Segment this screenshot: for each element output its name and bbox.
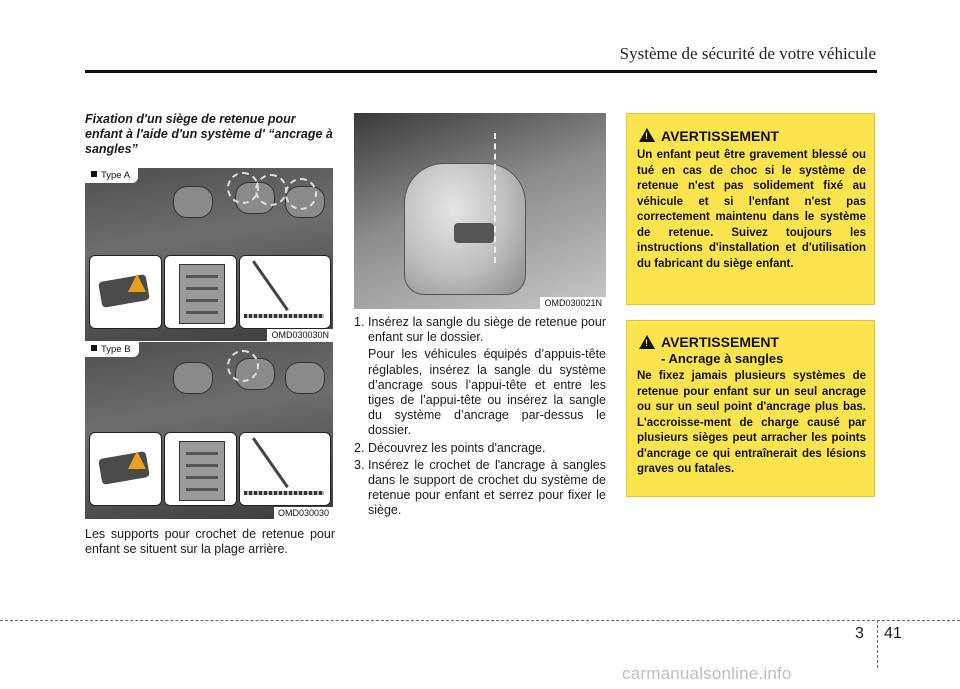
inset-tether-hook [239, 255, 331, 329]
figure-type-b-label: Type B [85, 342, 139, 357]
inset-cover-open [89, 255, 162, 329]
headrest-left [173, 186, 213, 218]
warning-box [626, 113, 875, 305]
warning-subtitle: - Ancrage à sangles [661, 351, 784, 366]
warning-triangle-icon: ! [639, 335, 655, 349]
headrest-left [173, 362, 213, 394]
arrow-up-icon [128, 451, 146, 469]
anchor-highlight-circle [285, 178, 317, 210]
tether-path-line [494, 133, 498, 263]
headrest-right [285, 362, 325, 394]
section-heading: Fixation d'un siège de retenue pour enfant à l'aide d'un système d' “ancrage à sangles” [85, 112, 333, 156]
instruction-steps [354, 315, 606, 519]
inset-tether-hook [239, 432, 331, 506]
anchor-highlight-circle [255, 174, 287, 206]
page-number-separator [877, 620, 878, 668]
step-note: Pour les véhicules équipés d’appuis-tête réglables, insérez la sangle du système d’ancrage sous l’appui-tête et entre les tiges de l’appui-tête ou insérez la sangle du système d’ancrage par-dessus le dossier. [368, 347, 606, 438]
figure-code: OMD030030N [267, 329, 333, 341]
figure-code: OMD030021N [540, 297, 606, 309]
step-item: 3. Insérez le crochet de l'ancrage à sangles dans le support de crochet du système de retenue pour enfant et serrez pour fixer le siège. [354, 457, 606, 518]
figure-type-b [85, 342, 333, 519]
arrow-up-icon [128, 274, 146, 292]
inset-anchor-bracket [164, 432, 237, 506]
inset-anchor-bracket [164, 255, 237, 329]
warning-box [626, 320, 875, 497]
warning-body: Ne fixez jamais plusieurs systèmes de retenue pour enfant sur un seul ancrage ou sur un seul point d'ancrage plus bas. L'accroisse-ment de charge causé par plusieurs sièges peut arracher les points d'ancrage ce qui entraînerait des lésions graves ou fatales. [637, 370, 866, 475]
page-number: 41 [884, 625, 902, 642]
chapter-number: 3 [855, 625, 864, 642]
inset-cover-open [89, 432, 162, 506]
warning-title: AVERTISSEMENT [661, 334, 779, 350]
figure-type-a-label: Type A [85, 168, 138, 183]
step-item: 1. Insérez la sangle du siège de retenue pour enfant sur le dossier. [354, 315, 606, 345]
footer-rule [0, 620, 960, 621]
body-paragraph: Les supports pour crochet de retenue pour enfant se situent sur la plage arrière. [85, 527, 335, 556]
warning-body: Un enfant peut être gravement blessé ou tué en cas de choc si le système de retenue n'est pas solidement fixé au véhicule et si l'enfant n'est pas correctement maintenu dans le système de retenue. Suivez toujours les instructions d'installation et d'utilisation du fabricant du siège enfant. [637, 149, 866, 270]
seat-buckle [454, 223, 494, 243]
step-item: 2. Découvrez les points d'ancrage. [354, 440, 546, 455]
header-rule [85, 70, 877, 73]
warning-title: AVERTISSEMENT [661, 128, 779, 144]
figure-type-a [85, 168, 333, 341]
watermark: carmanualsonline.info [622, 664, 792, 683]
figure-code: OMD030030 [274, 507, 333, 519]
warning-triangle-icon: ! [639, 128, 655, 142]
figure-child-seat [354, 113, 606, 309]
anchor-highlight-circle [227, 350, 259, 382]
page-header-title: Système de sécurité de votre véhicule [619, 44, 876, 63]
